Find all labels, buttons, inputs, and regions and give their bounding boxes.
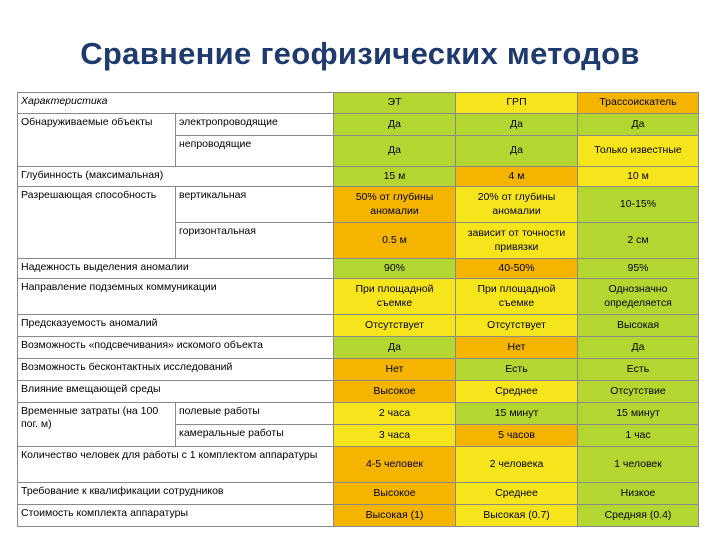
- cell-tracer: Да: [578, 114, 699, 136]
- table-row: [18, 167, 699, 187]
- cell-grp: зависит от точности привязки: [456, 223, 578, 259]
- row-sublabel: полевые работы: [176, 403, 334, 425]
- cell-et: 15 м: [334, 167, 456, 187]
- cell-et: 0.5 м: [334, 223, 456, 259]
- row-sublabel: электропроводящие: [176, 114, 334, 136]
- row-label: Стоимость комплекта аппаратуры: [18, 505, 334, 527]
- cell-grp: 4 м: [456, 167, 578, 187]
- cell-grp: 2 человека: [456, 447, 578, 483]
- cell-tracer: Есть: [578, 359, 699, 381]
- cell-et: Да: [334, 337, 456, 359]
- table-row: [18, 381, 699, 403]
- cell-et: Да: [334, 136, 456, 167]
- header-characteristic: Характеристика: [18, 93, 334, 114]
- table-row: [18, 315, 699, 337]
- header-tracer: Трассоискатель: [578, 93, 699, 114]
- cell-et: 2 часа: [334, 403, 456, 425]
- cell-grp: Нет: [456, 337, 578, 359]
- row-label: Разрешающая способность: [18, 187, 176, 259]
- cell-grp: Да: [456, 136, 578, 167]
- cell-tracer: 2 см: [578, 223, 699, 259]
- cell-et: Высокое: [334, 483, 456, 505]
- cell-grp: 40-50%: [456, 259, 578, 279]
- cell-tracer: 10-15%: [578, 187, 699, 223]
- table-row: [18, 359, 699, 381]
- row-label: Направление подземных коммуникации: [18, 279, 334, 315]
- table-header-row: [18, 93, 699, 114]
- row-sublabel: непроводящие: [176, 136, 334, 167]
- row-label: Возможность «подсвечивания» искомого объекта: [18, 337, 334, 359]
- cell-tracer: 15 минут: [578, 403, 699, 425]
- cell-tracer: Только известные: [578, 136, 699, 167]
- cell-tracer: Да: [578, 337, 699, 359]
- row-label: Обнаруживаемые объекты: [18, 114, 176, 167]
- cell-et: Высокая (1): [334, 505, 456, 527]
- cell-grp: Да: [456, 114, 578, 136]
- cell-et: Да: [334, 114, 456, 136]
- cell-grp: Отсутствует: [456, 315, 578, 337]
- page-title: Сравнение геофизических методов: [80, 36, 640, 71]
- cell-tracer: 1 человек: [578, 447, 699, 483]
- row-label: Возможность бесконтактных исследований: [18, 359, 334, 381]
- table-row: [18, 187, 699, 223]
- table-row: [18, 505, 699, 527]
- table-row: [18, 403, 699, 425]
- cell-tracer: Низкое: [578, 483, 699, 505]
- cell-tracer: Отсутствие: [578, 381, 699, 403]
- cell-et: 90%: [334, 259, 456, 279]
- cell-grp: При площадной съемке: [456, 279, 578, 315]
- comparison-table: [17, 92, 699, 527]
- table-row: [18, 279, 699, 315]
- cell-grp: 15 минут: [456, 403, 578, 425]
- table-row: [18, 114, 699, 136]
- table-row: [18, 483, 699, 505]
- row-label: Влияние вмещающей среды: [18, 381, 334, 403]
- row-label: Предсказуемость аномалий: [18, 315, 334, 337]
- cell-et: 4-5 человек: [334, 447, 456, 483]
- row-sublabel: камеральные работы: [176, 425, 334, 447]
- cell-grp: Среднее: [456, 483, 578, 505]
- row-label: Требование к квалификации сотрудников: [18, 483, 334, 505]
- header-et: ЭТ: [334, 93, 456, 114]
- cell-tracer: Высокая: [578, 315, 699, 337]
- cell-grp: Есть: [456, 359, 578, 381]
- row-sublabel: вертикальная: [176, 187, 334, 223]
- cell-tracer: Средняя (0.4): [578, 505, 699, 527]
- row-label: Временные затраты (на 100 пог. м): [18, 403, 176, 447]
- table-row: [18, 259, 699, 279]
- row-label: Надежность выделения аномалии: [18, 259, 334, 279]
- cell-tracer: Однозначно определяется: [578, 279, 699, 315]
- row-label: Количество человек для работы с 1 комплектом аппаратуры: [18, 447, 334, 483]
- cell-grp: Среднее: [456, 381, 578, 403]
- cell-grp: Высокая (0.7): [456, 505, 578, 527]
- cell-tracer: 1 час: [578, 425, 699, 447]
- row-label: Глубинность (максимальная): [18, 167, 334, 187]
- table-row: [18, 337, 699, 359]
- cell-grp: 20% от глубины аномалии: [456, 187, 578, 223]
- cell-et: Отсутствует: [334, 315, 456, 337]
- table-row: [18, 447, 699, 483]
- cell-et: Высокое: [334, 381, 456, 403]
- header-grp: ГРП: [456, 93, 578, 114]
- cell-et: 50% от глубины аномалии: [334, 187, 456, 223]
- cell-et: При площадной съемке: [334, 279, 456, 315]
- cell-et: Нет: [334, 359, 456, 381]
- cell-tracer: 10 м: [578, 167, 699, 187]
- cell-tracer: 95%: [578, 259, 699, 279]
- cell-et: 3 часа: [334, 425, 456, 447]
- cell-grp: 5 часов: [456, 425, 578, 447]
- row-sublabel: горизонтальная: [176, 223, 334, 259]
